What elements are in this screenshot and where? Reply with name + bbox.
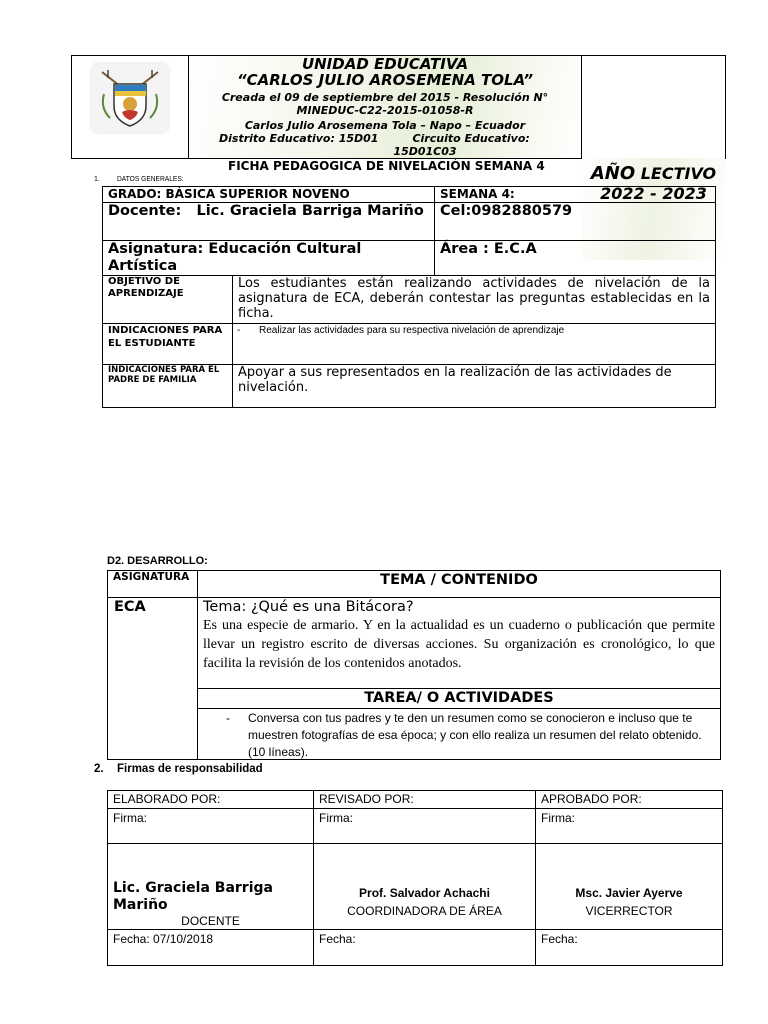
student-instructions-text: Realizar las actividades para su respectiva nivelación de aprendizaje	[259, 325, 565, 336]
signature-field-1: Firma:	[108, 809, 314, 844]
location-line: Carlos Julio Arosemena Tola – Napo – Ecuador	[244, 119, 526, 132]
instructions-table	[102, 275, 716, 408]
district-text: Distrito Educativo: 15D01	[219, 132, 379, 145]
signer-2-name: Prof. Salvador Achachi	[359, 886, 490, 900]
elaborated-by-header: ELABORADO POR:	[108, 791, 314, 809]
phone-cell: Cel:0982880579	[435, 203, 716, 241]
parent-instructions-text: Apoyar a sus representados en la realización de las actividades de nivelación.	[233, 365, 716, 408]
objective-text: Los estudiantes están realizando actividades de nivelación de la asignatura de ECA, deberán contestar las preguntas establecidas en la ficha.	[233, 276, 716, 324]
document-title: FICHA PEDAGOGICA DE NIVELACIÓN SEMANA 4	[228, 159, 545, 173]
school-title-2: “CARLOS JULIO AROSEMENA TOLA”	[237, 71, 533, 89]
date-field-2: Fecha:	[314, 930, 536, 966]
signer-2	[314, 844, 536, 930]
signature-field-3: Firma:	[536, 809, 723, 844]
subject-cell: Asignatura: Educación Cultural Artística	[103, 241, 435, 276]
signer-2-role: COORDINADORA DE ÁREA	[347, 904, 502, 918]
school-info-cell	[189, 56, 582, 158]
task-text: Conversa con tus padres y te den un resumen como se conocieron e incluso que te muestren fotografías de esa época; y con ello realiza un resumen del relato obtenido. (10 líneas).	[248, 711, 702, 759]
circuit-code: 15D01C03	[393, 145, 457, 158]
week-cell: SEMANA 4:	[435, 187, 716, 203]
topic-content: Es una especie de armario. Y en la actualidad es un cuaderno o publicación que permite llevar un registro escrito de diversas acciones. Su organización es cronológico, lo que facilita la revisión de los contenidos anotados.	[203, 618, 715, 671]
signatures-table	[107, 790, 723, 966]
school-logo	[92, 64, 168, 132]
signer-1-role: DOCENTE	[181, 914, 240, 928]
section-1-number: 1.	[94, 176, 100, 183]
signer-1	[108, 844, 314, 930]
content-column-header: TEMA / CONTENIDO	[380, 572, 538, 588]
logo-cell	[72, 56, 189, 158]
task-bullet: -	[226, 711, 230, 725]
resolution-code: MINEDUC-C22-2015-01058-R	[296, 104, 474, 117]
year-label: AÑO LECTIVO	[590, 163, 717, 184]
signer-3-name: Msc. Javier Ayerve	[575, 886, 683, 900]
student-instructions-label: INDICACIONES PARA EL ESTUDIANTE	[103, 324, 233, 365]
grade-cell: GRADO: BÁSICA SUPERIOR NOVENO	[103, 187, 435, 203]
signer-3-role: VICERRECTOR	[585, 904, 673, 918]
student-instructions	[233, 324, 716, 365]
reviewed-by-header: REVISADO POR:	[314, 791, 536, 809]
bullet-dash: -	[237, 325, 241, 336]
section-2-number: 2.	[94, 763, 104, 775]
development-table	[107, 570, 721, 760]
topic-title: Tema: ¿Qué es una Bitácora?	[203, 599, 414, 615]
district-line	[219, 132, 579, 145]
signatures-label: Firmas de responsabilidad	[117, 763, 263, 775]
parent-instructions-label: INDICACIONES PARA EL PADRE DE FAMILIA	[103, 365, 233, 408]
tasks-title: TAREA/ O ACTIVIDADES	[364, 690, 554, 706]
creation-line: Creada el 09 de septiembre del 2015 - Resolución N°	[221, 91, 549, 104]
school-title-1: UNIDAD EDUCATIVA	[301, 56, 469, 73]
section-1-label: DATOS GENERALES:	[117, 176, 184, 183]
development-label: D2. DESARROLLO:	[107, 555, 208, 567]
signer-1-name: Lic. Graciela Barriga Mariño	[113, 880, 273, 913]
objective-label: OBJETIVO DE APRENDIZAJE	[103, 276, 233, 324]
teacher-cell: Docente: Lic. Graciela Barriga Mariño	[103, 203, 435, 241]
circuit-label: Circuito Educativo:	[412, 132, 530, 145]
school-year: 2022 - 2023	[600, 184, 707, 203]
area-cell: Área : E.C.A	[435, 241, 716, 276]
approved-by-header: APROBADO POR:	[536, 791, 723, 809]
general-data-table	[102, 186, 716, 276]
subject-value: ECA	[114, 599, 146, 615]
subject-column-header: ASIGNATURA	[113, 571, 190, 583]
date-field-1: Fecha: 07/10/2018	[108, 930, 314, 966]
date-field-3: Fecha:	[536, 930, 723, 966]
school-emblem-icon	[92, 64, 168, 132]
signature-field-2: Firma:	[314, 809, 536, 844]
signer-3	[536, 844, 723, 930]
